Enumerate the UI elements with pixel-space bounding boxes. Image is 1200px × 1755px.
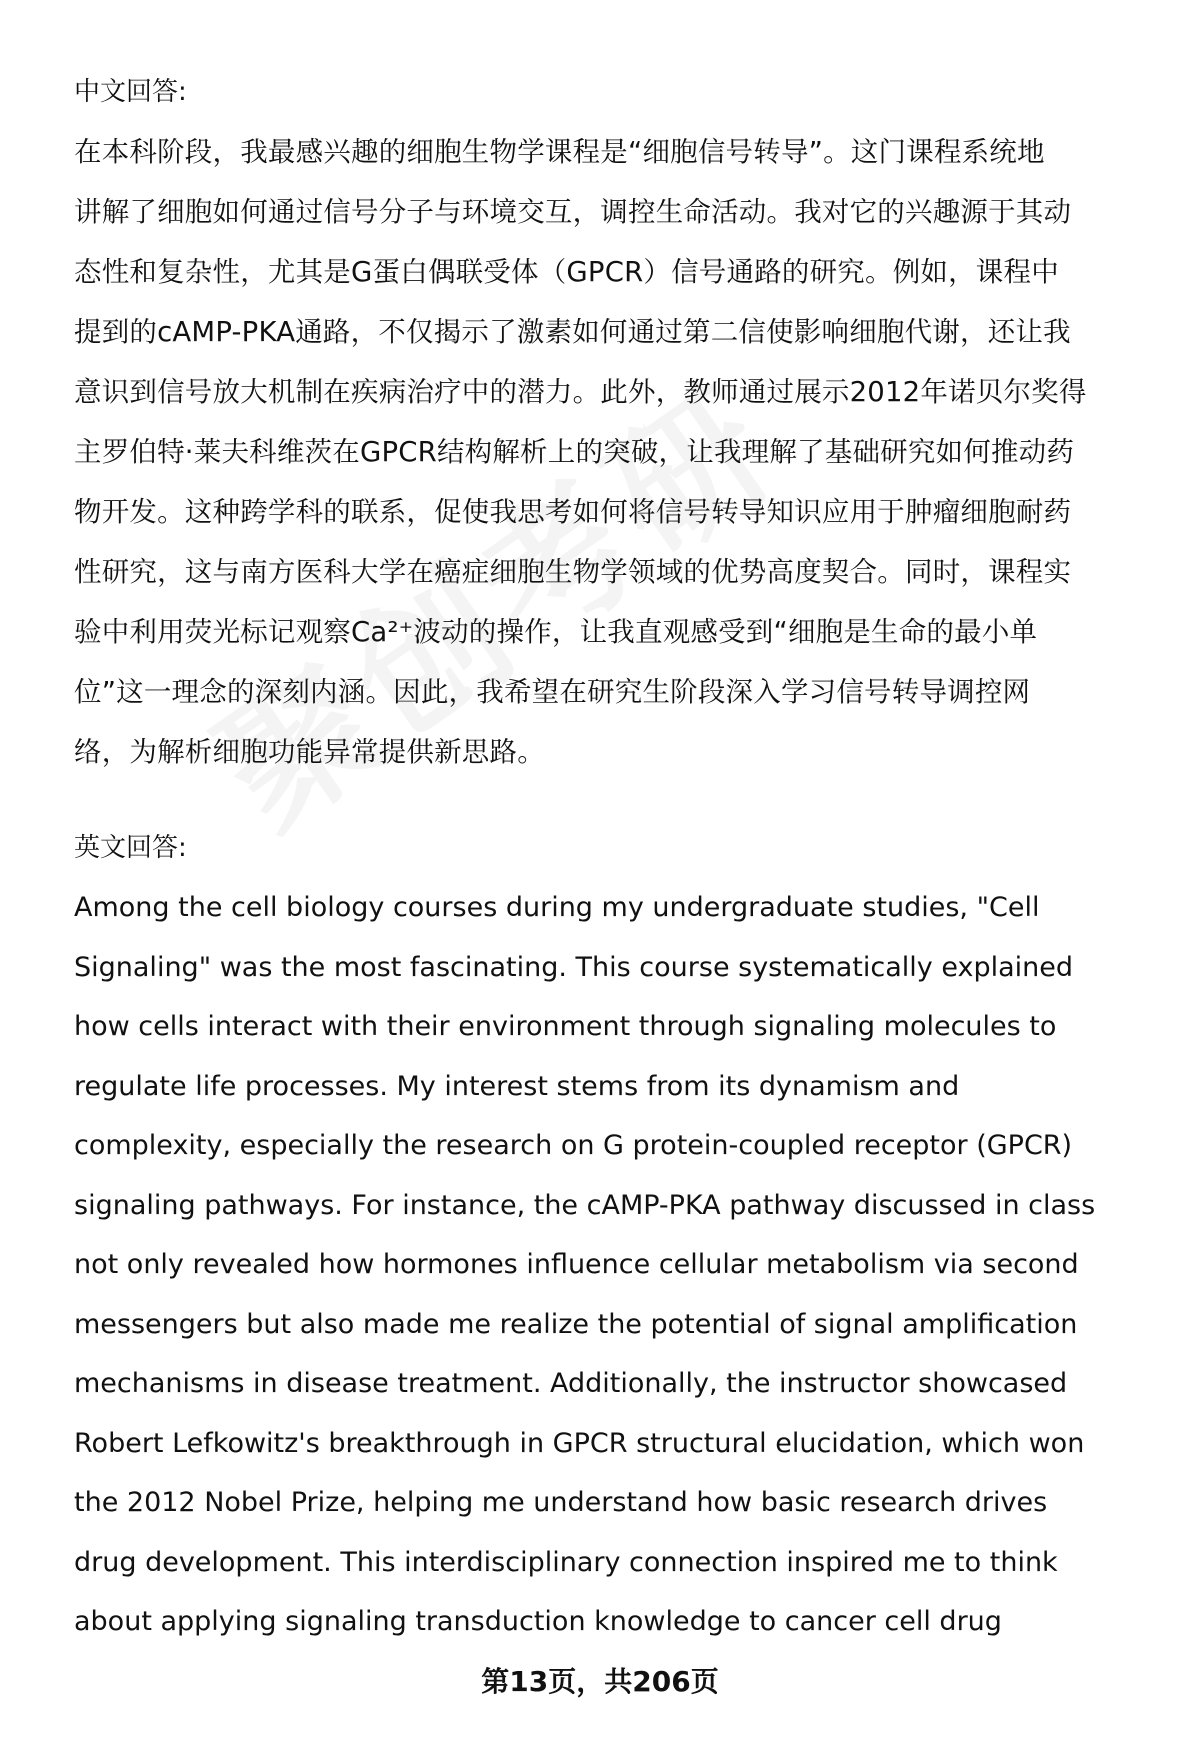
zh-line: 验中利用荧光标记观察Ca²⁺波动的操作，让我直观感受到“细胞是生命的最小单 — [74, 616, 1038, 648]
en-line: messengers but also made me realize the potential of signal amplification — [74, 1308, 1078, 1340]
zh-line: 物开发。这种跨学科的联系，促使我思考如何将信号转导知识应用于肿瘤细胞耐药 — [74, 496, 1072, 528]
zh-line: 主罗伯特·莱夫科维茨在GPCR结构解析上的突破，让我理解了基础研究如何推动药 — [74, 436, 1075, 468]
en-line: how cells interact with their environment through signaling molecules to — [74, 1011, 1057, 1042]
page-number: 第13页，共206页 — [481, 1665, 719, 1698]
en-line: about applying signaling transduction knowledge to cancer cell drug — [74, 1606, 1002, 1637]
en-answer-paragraph — [74, 878, 1154, 1652]
en-line: drug development. This interdisciplinary connection inspired me to think — [74, 1546, 1058, 1578]
page-content — [74, 62, 1154, 1652]
en-line: Signaling" was the most fascinating. This course systematically explained — [74, 951, 1073, 983]
en-section-label: 英文回答: — [74, 833, 187, 863]
zh-line: 意识到信号放大机制在疾病治疗中的潜力。此外，教师通过展示2012年诺贝尔奖得 — [74, 376, 1087, 408]
en-line: signaling pathways. For instance, the cAMP-PKA pathway discussed in class — [74, 1189, 1096, 1221]
en-line: the 2012 Nobel Prize, helping me understand how basic research drives — [74, 1487, 1048, 1518]
zh-line: 性研究，这与南方医科大学在癌症细胞生物学领域的优势高度契合。同时，课程实 — [74, 556, 1072, 588]
zh-line: 络，为解析细胞功能异常提供新思路。 — [74, 736, 545, 768]
en-line: Robert Lefkowitz's breakthrough in GPCR structural elucidation, which won — [74, 1427, 1085, 1459]
zh-line: 讲解了细胞如何通过信号分子与环境交互，调控生命活动。我对它的兴趣源于其动 — [74, 196, 1072, 228]
section-spacer — [74, 782, 1154, 818]
en-line: mechanisms in disease treatment. Additionally, the instructor showcased — [74, 1368, 1068, 1399]
zh-answer-paragraph — [74, 122, 1154, 782]
zh-line: 位”这一理念的深刻内涵。因此，我希望在研究生阶段深入学习信号转导调控网 — [74, 676, 1031, 708]
zh-line: 提到的cAMP-PKA通路，不仅揭示了激素如何通过第二信使影响细胞代谢，还让我 — [74, 316, 1071, 348]
zh-line: 态性和复杂性，尤其是G蛋白偶联受体（GPCR）信号通路的研究。例如，课程中 — [74, 256, 1059, 288]
en-line: complexity, especially the research on G protein-coupled receptor (GPCR) — [74, 1130, 1073, 1161]
en-line: regulate life processes. My interest stems from its dynamism and — [74, 1070, 960, 1102]
en-line: Among the cell biology courses during my undergraduate studies, "Cell — [74, 892, 1040, 923]
en-line: not only revealed how hormones influence cellular metabolism via second — [74, 1249, 1079, 1280]
zh-line: 在本科阶段，我最感兴趣的细胞生物学课程是“细胞信号转导”。这门课程系统地 — [74, 136, 1045, 168]
zh-section-label: 中文回答: — [74, 77, 187, 107]
